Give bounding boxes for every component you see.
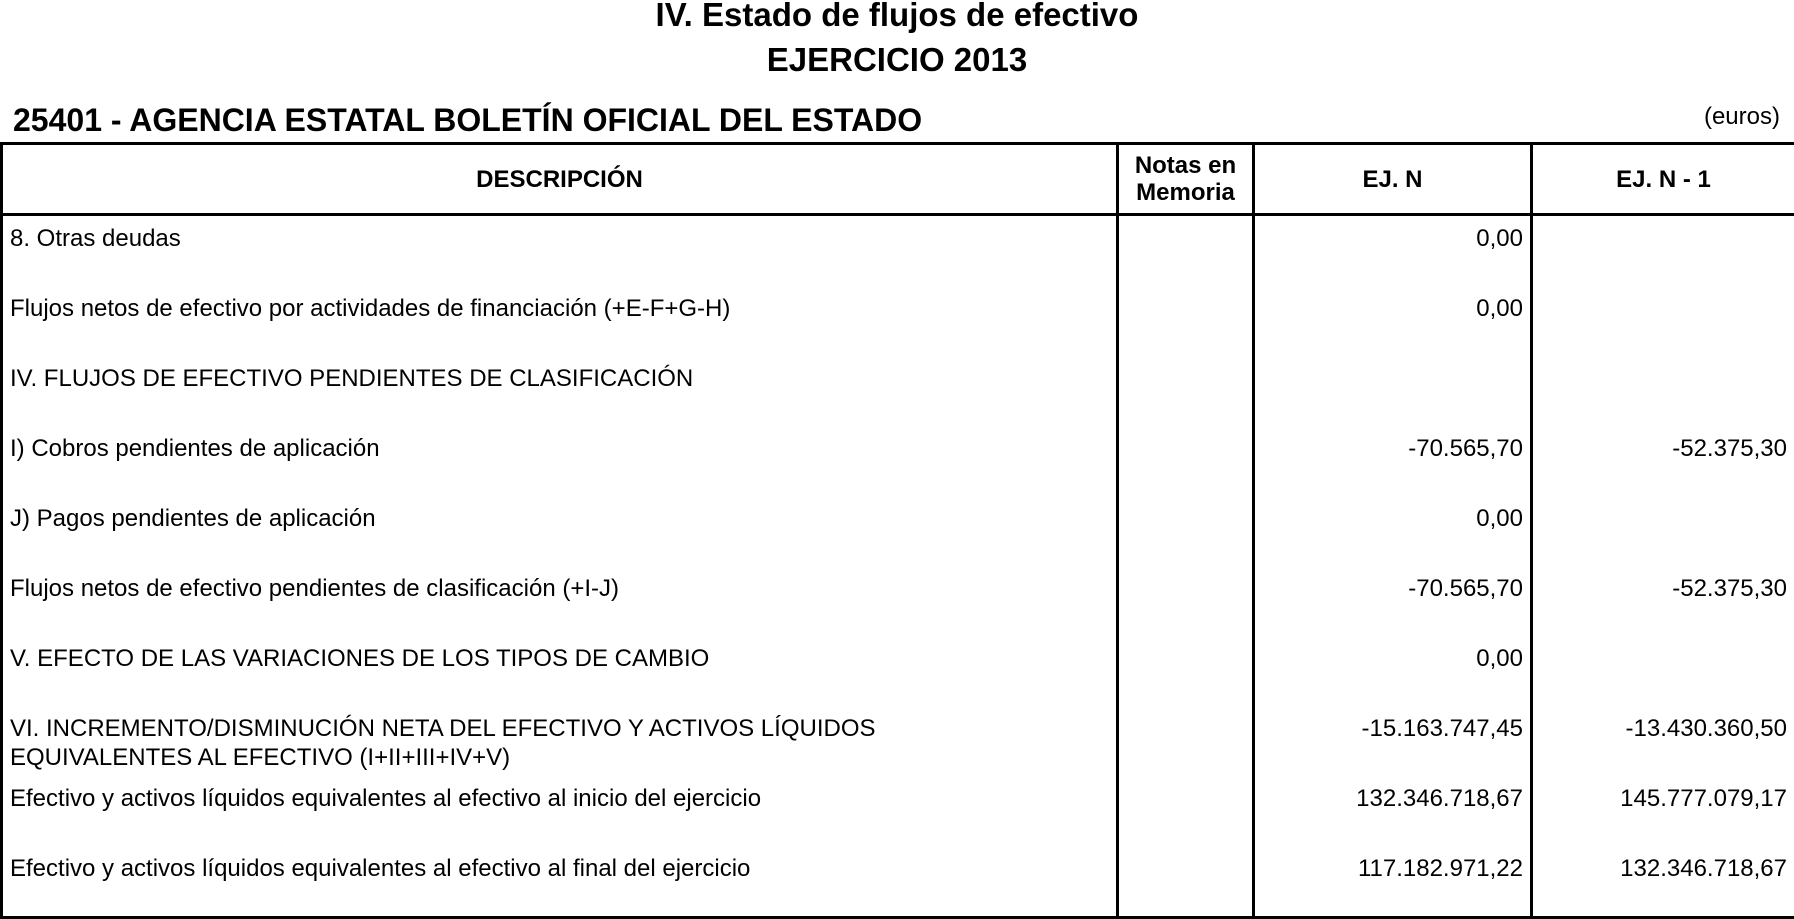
entity-name: 25401 - AGENCIA ESTATAL BOLETÍN OFICIAL DEL ESTADO <box>13 102 922 138</box>
row-notas <box>1118 846 1254 918</box>
row-description: Efectivo y activos líquidos equivalentes al efectivo al inicio del ejercicio <box>2 776 1118 846</box>
row-description-line1: VI. INCREMENTO/DISMINUCIÓN NETA DEL EFECTIVO Y ACTIVOS LÍQUIDOS <box>10 714 1116 743</box>
table-row <box>2 286 1794 356</box>
table-row <box>2 846 1794 918</box>
currency-unit: (euros) <box>1704 103 1780 131</box>
table-row <box>2 706 1794 776</box>
row-ej-n: 0,00 <box>1254 215 1532 287</box>
row-description: 8. Otras deudas <box>2 215 1118 287</box>
table-row <box>2 566 1794 636</box>
row-ej-n: 0,00 <box>1254 496 1532 566</box>
column-header-ej-n1: EJ. N - 1 <box>1532 144 1794 215</box>
row-description: Efectivo y activos líquidos equivalentes al efectivo al final del ejercicio <box>2 846 1118 918</box>
row-notas <box>1118 496 1254 566</box>
row-ej-n1 <box>1532 286 1794 356</box>
row-description-line2: EQUIVALENTES AL EFECTIVO (I+II+III+IV+V) <box>10 743 1116 772</box>
report-title: IV. Estado de flujos de efectivo <box>0 0 1794 33</box>
row-ej-n1 <box>1532 496 1794 566</box>
cash-flow-table <box>0 142 1794 919</box>
row-notas <box>1118 706 1254 776</box>
row-description: IV. FLUJOS DE EFECTIVO PENDIENTES DE CLASIFICACIÓN <box>2 356 1118 426</box>
table-row <box>2 215 1794 287</box>
row-ej-n: -70.565,70 <box>1254 426 1532 496</box>
table-header-row <box>2 144 1794 215</box>
row-ej-n1 <box>1532 215 1794 287</box>
row-ej-n: 0,00 <box>1254 636 1532 706</box>
column-header-notas-line1: Notas en <box>1119 152 1252 179</box>
row-notas <box>1118 286 1254 356</box>
table-row <box>2 776 1794 846</box>
row-ej-n1: 145.777.079,17 <box>1532 776 1794 846</box>
report-subtitle: EJERCICIO 2013 <box>0 42 1794 78</box>
row-description <box>2 706 1118 776</box>
row-description: Flujos netos de efectivo pendientes de clasificación (+I-J) <box>2 566 1118 636</box>
row-ej-n1: -52.375,30 <box>1532 426 1794 496</box>
row-description: Flujos netos de efectivo por actividades de financiación (+E-F+G-H) <box>2 286 1118 356</box>
table-row <box>2 636 1794 706</box>
row-ej-n1 <box>1532 636 1794 706</box>
row-description: I) Cobros pendientes de aplicación <box>2 426 1118 496</box>
row-notas <box>1118 356 1254 426</box>
column-header-ej-n: EJ. N <box>1254 144 1532 215</box>
row-notas <box>1118 776 1254 846</box>
row-ej-n1: -52.375,30 <box>1532 566 1794 636</box>
row-description: V. EFECTO DE LAS VARIACIONES DE LOS TIPOS DE CAMBIO <box>2 636 1118 706</box>
row-ej-n1: -13.430.360,50 <box>1532 706 1794 776</box>
table-row <box>2 496 1794 566</box>
row-notas <box>1118 566 1254 636</box>
column-header-notas <box>1118 144 1254 215</box>
row-notas <box>1118 636 1254 706</box>
column-header-descripcion: DESCRIPCIÓN <box>2 144 1118 215</box>
row-ej-n <box>1254 356 1532 426</box>
row-ej-n: 0,00 <box>1254 286 1532 356</box>
row-ej-n: -15.163.747,45 <box>1254 706 1532 776</box>
row-ej-n: 117.182.971,22 <box>1254 846 1532 918</box>
row-ej-n: -70.565,70 <box>1254 566 1532 636</box>
row-ej-n: 132.346.718,67 <box>1254 776 1532 846</box>
table-row <box>2 356 1794 426</box>
row-description: J) Pagos pendientes de aplicación <box>2 496 1118 566</box>
table-row <box>2 426 1794 496</box>
column-header-notas-line2: Memoria <box>1119 179 1252 206</box>
row-notas <box>1118 426 1254 496</box>
row-ej-n1 <box>1532 356 1794 426</box>
row-ej-n1: 132.346.718,67 <box>1532 846 1794 918</box>
row-notas <box>1118 215 1254 287</box>
